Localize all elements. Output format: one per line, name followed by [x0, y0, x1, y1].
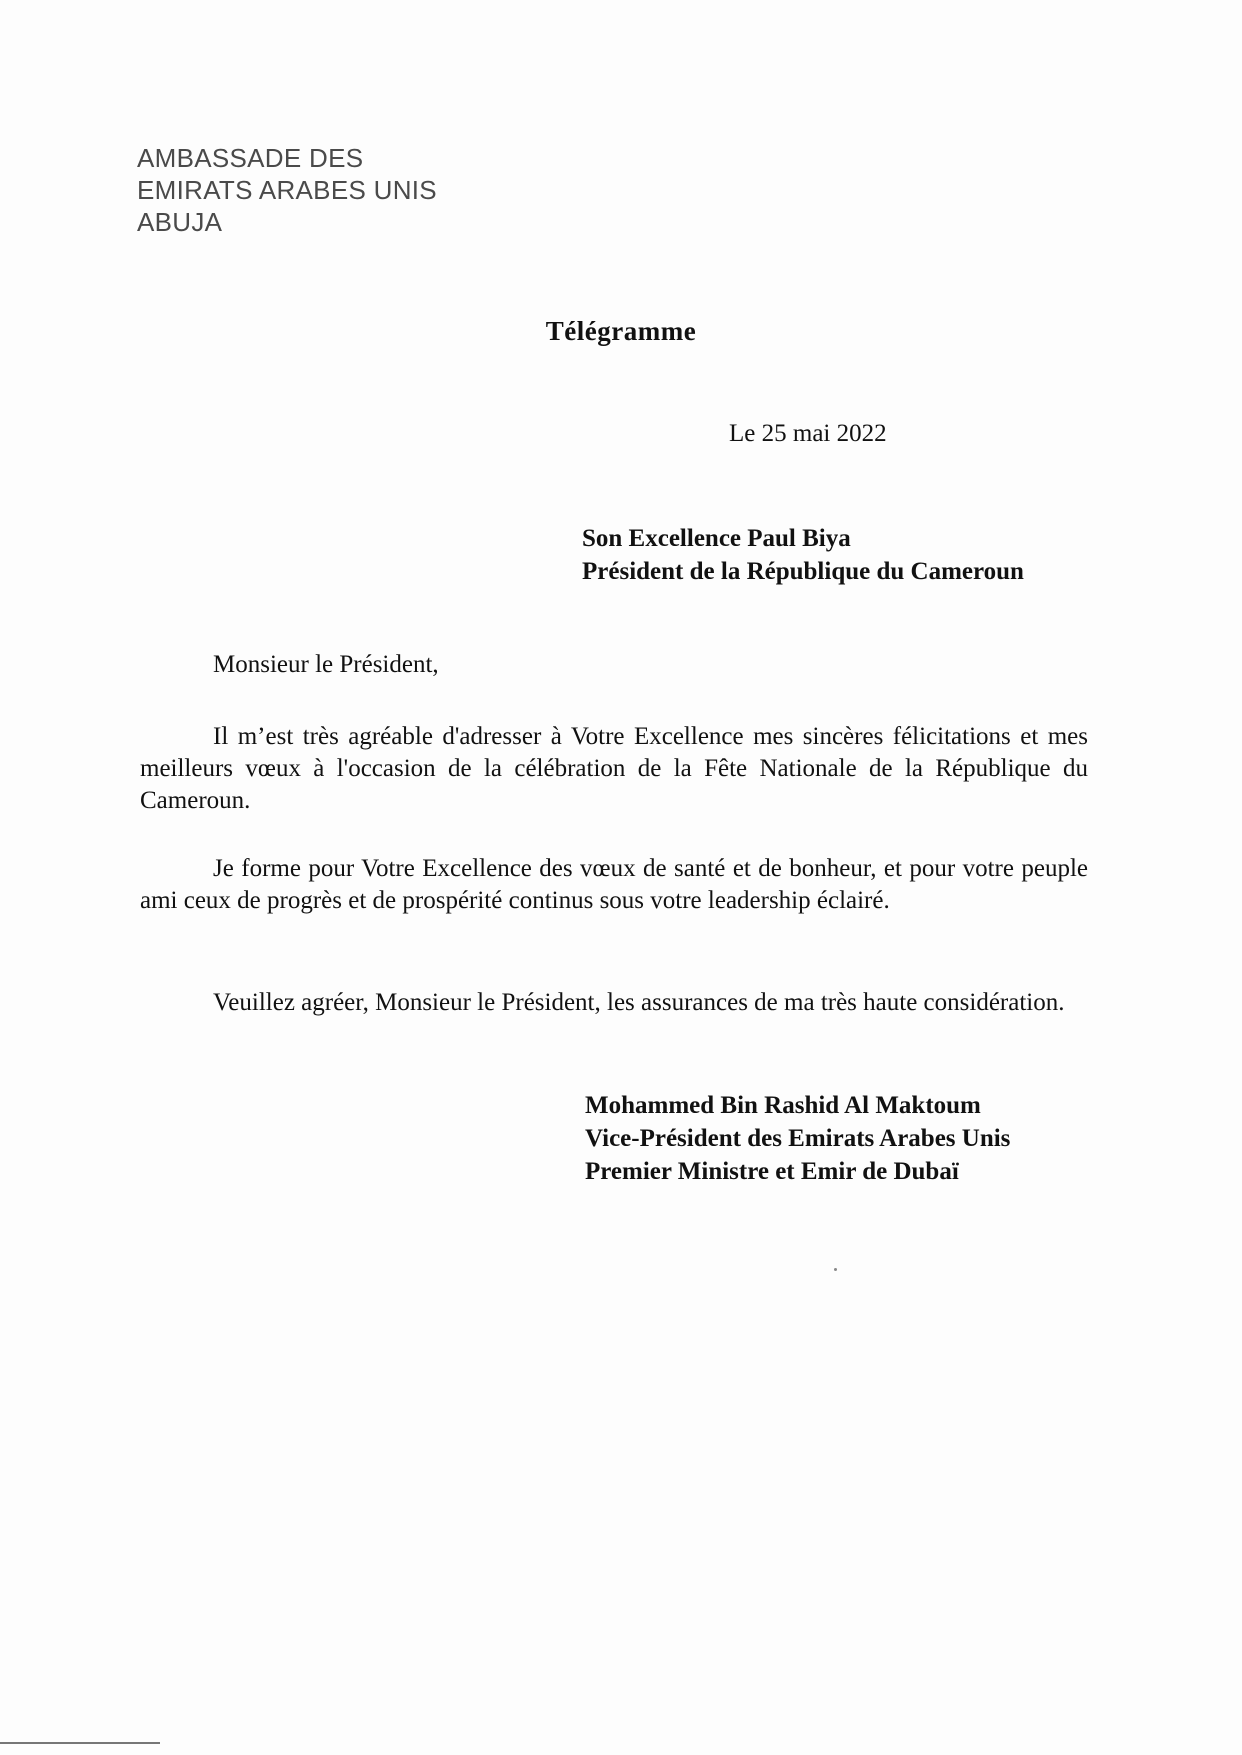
letter-date: Le 25 mai 2022 — [729, 420, 887, 447]
signature-block — [585, 1089, 1010, 1188]
signatory-title-2: Premier Ministre et Emir de Dubaï — [585, 1158, 959, 1185]
body-paragraph-1: Il m’est très agréable d'adresser à Votre Excellence mes sincères félicitations et mes meilleurs vœux à l'occasion de la célébration de la Fête Nationale de la République du Cameroun. — [140, 723, 1088, 814]
header-line-2: EMIRATS ARABES UNIS — [137, 175, 437, 205]
salutation: Monsieur le Président, — [213, 651, 439, 678]
body-paragraph-3: Veuillez agréer, Monsieur le Président, les assurances de ma très haute considération. — [213, 989, 1065, 1016]
signatory-title-1: Vice-Président des Emirats Arabes Unis — [585, 1125, 1011, 1152]
embassy-header — [137, 142, 437, 238]
recipient-block — [582, 522, 1024, 588]
body-paragraph-2: Je forme pour Votre Excellence des vœux de santé et de bonheur, et pour votre peuple ami ceux de progrès et de prospérité continus sous votre leadership éclairé. — [140, 855, 1088, 914]
header-line-3: ABUJA — [137, 207, 223, 237]
recipient-title: Président de la République du Cameroun — [582, 558, 1024, 585]
signatory-name: Mohammed Bin Rashid Al Maktoum — [585, 1092, 981, 1119]
document-title: Télégramme — [545, 316, 697, 346]
scan-speck — [834, 1268, 837, 1271]
recipient-name: Son Excellence Paul Biya — [582, 525, 851, 552]
header-line-1: AMBASSADE DES — [137, 143, 364, 173]
scan-edge-rule — [0, 1742, 160, 1744]
